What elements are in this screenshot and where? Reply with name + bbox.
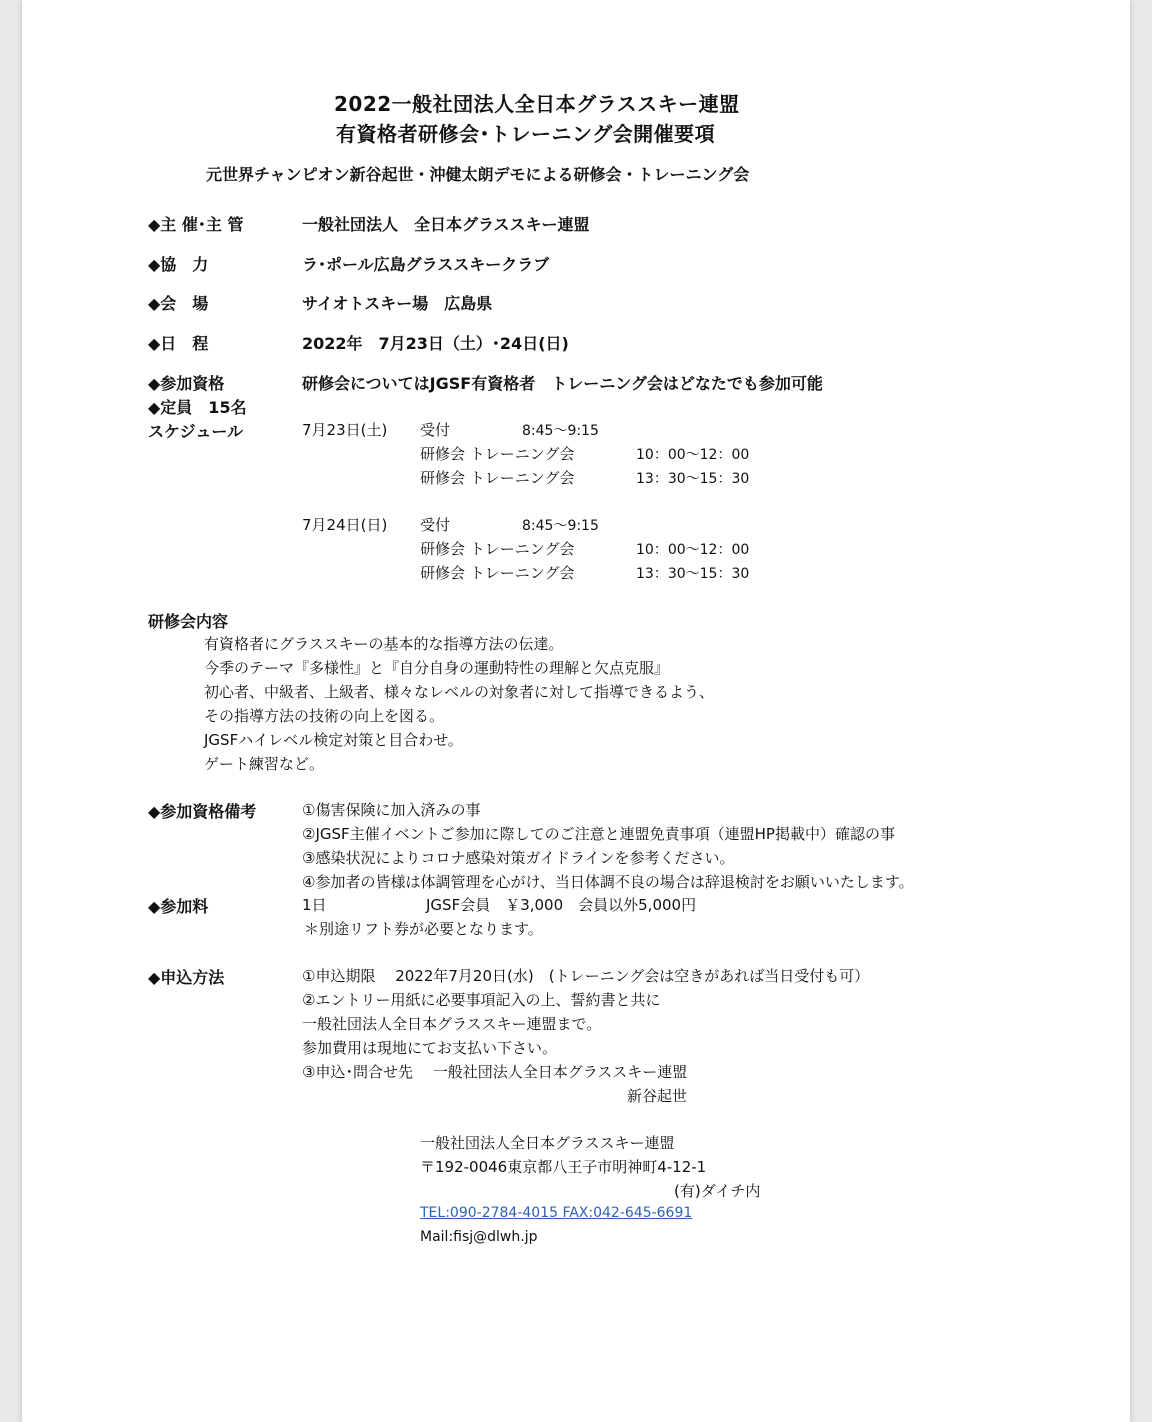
remarks-line: ②JGSF主催イベントご参加に際してのご注意と連盟免責事項（連盟HP掲載中）確認の事	[302, 825, 895, 843]
footer-address: 〒192-0046東京都八王子市明神町4-12-1	[420, 1158, 707, 1176]
organizer-value: 一般社団法人 全日本グラススキー連盟	[302, 215, 590, 234]
document-title-line1: 2022一般社団法人全日本グラススキー連盟	[334, 92, 740, 116]
schedule-label: スケジュール	[148, 422, 244, 441]
apply-line: ②エントリー用紙に必要事項記入の上、誓約書と共に	[302, 991, 661, 1009]
remarks-label: ◆参加資格備考	[148, 802, 257, 821]
footer-mail: Mail:fisj@dlwh.jp	[420, 1229, 538, 1245]
schedule-day1-row2-name: 研修会 トレーニング会	[420, 445, 575, 463]
fee-note: ＊別途リフト券が必要となります。	[304, 920, 543, 938]
eligibility-value: 研修会についてはJGSF有資格者 トレーニング会はどなたでも参加可能	[302, 374, 823, 393]
schedule-day2-row2-time: 10：00～12：00	[636, 542, 750, 558]
apply-line: ③申込･問合せ先 一般社団法人全日本グラススキー連盟	[302, 1063, 688, 1081]
remarks-line: ③感染状況によりコロナ感染対策ガイドラインを参考ください。	[302, 849, 735, 867]
dates-value: 2022年 7月23日（土）･24日(日)	[302, 334, 569, 353]
organizer-label: ◆主 催･主 管	[148, 215, 244, 234]
apply-label: ◆申込方法	[148, 968, 225, 987]
remarks-line: ①傷害保険に加入済みの事	[302, 801, 481, 819]
apply-line: 参加費用は現地にてお支払い下さい。	[302, 1039, 558, 1057]
schedule-day2-row3-time: 13：30～15：30	[636, 566, 750, 582]
venue-label: ◆会 場	[148, 294, 209, 313]
document-subtitle: 元世界チャンピオン新谷起世・沖健太朗デモによる研修会・トレーニング会	[206, 165, 750, 184]
schedule-day1-date: 7月23日(土)	[302, 421, 388, 439]
capacity: ◆定員 15名	[148, 398, 247, 417]
schedule-day2-row2-name: 研修会 トレーニング会	[420, 540, 575, 558]
content-line: ゲート練習など。	[204, 755, 325, 773]
footer-org: 一般社団法人全日本グラススキー連盟	[420, 1134, 675, 1152]
remarks-line: ④参加者の皆様は体調管理を心がけ、当日体調不良の場合は辞退検討をお願いいたします。	[302, 873, 914, 891]
document-page	[22, 0, 1130, 1422]
content-line: 有資格者にグラススキーの基本的な指導方法の伝達。	[204, 635, 564, 653]
eligibility-label: ◆参加資格	[148, 374, 225, 393]
fee-amount: JGSF会員 ￥3,000 会員以外5,000円	[426, 896, 697, 914]
content-heading: 研修会内容	[148, 612, 229, 631]
document-title-line2: 有資格者研修会･トレーニング会開催要項	[336, 122, 716, 146]
schedule-day1-row1-name: 受付	[420, 421, 451, 439]
apply-line: 一般社団法人全日本グラススキー連盟まで。	[302, 1015, 602, 1033]
schedule-day2-date: 7月24日(日)	[302, 516, 388, 534]
footer-care-of: (有)ダイチ内	[674, 1182, 761, 1200]
footer-tel-fax-link[interactable]: TEL:090-2784-4015 FAX:042-645-6691	[420, 1205, 693, 1221]
venue-value: サイオトスキー場 広島県	[302, 294, 493, 313]
cooperation-label: ◆協 力	[148, 255, 209, 274]
content-line: 初心者、中級者、上級者、様々なレベルの対象者に対して指導できるよう、	[204, 683, 715, 701]
apply-line: ①申込期限 2022年7月20日(水) (トレーニング会は空きがあれば当日受付も可）	[302, 967, 870, 985]
schedule-day1-row3-time: 13：30～15：30	[636, 471, 750, 487]
apply-contact-name: 新谷起世	[627, 1087, 688, 1105]
content-line: その指導方法の技術の向上を図る。	[204, 707, 445, 725]
schedule-day2-row1-time: 8:45～9:15	[522, 518, 599, 534]
fee-label: ◆参加料	[148, 897, 209, 916]
schedule-day1-row1-time: 8:45～9:15	[522, 423, 599, 439]
content-line: JGSFハイレベル検定対策と目合わせ。	[204, 731, 463, 749]
content-line: 今季のテーマ『多様性』と『自分自身の運動特性の理解と欠点克服』	[204, 659, 670, 677]
schedule-day2-row1-name: 受付	[420, 516, 451, 534]
fee-day: 1日	[302, 896, 327, 914]
cooperation-value: ラ･ポール広島グラススキークラブ	[302, 255, 550, 274]
schedule-day1-row3-name: 研修会 トレーニング会	[420, 469, 575, 487]
dates-label: ◆日 程	[148, 334, 209, 353]
schedule-day2-row3-name: 研修会 トレーニング会	[420, 564, 575, 582]
schedule-day1-row2-time: 10：00～12：00	[636, 447, 750, 463]
